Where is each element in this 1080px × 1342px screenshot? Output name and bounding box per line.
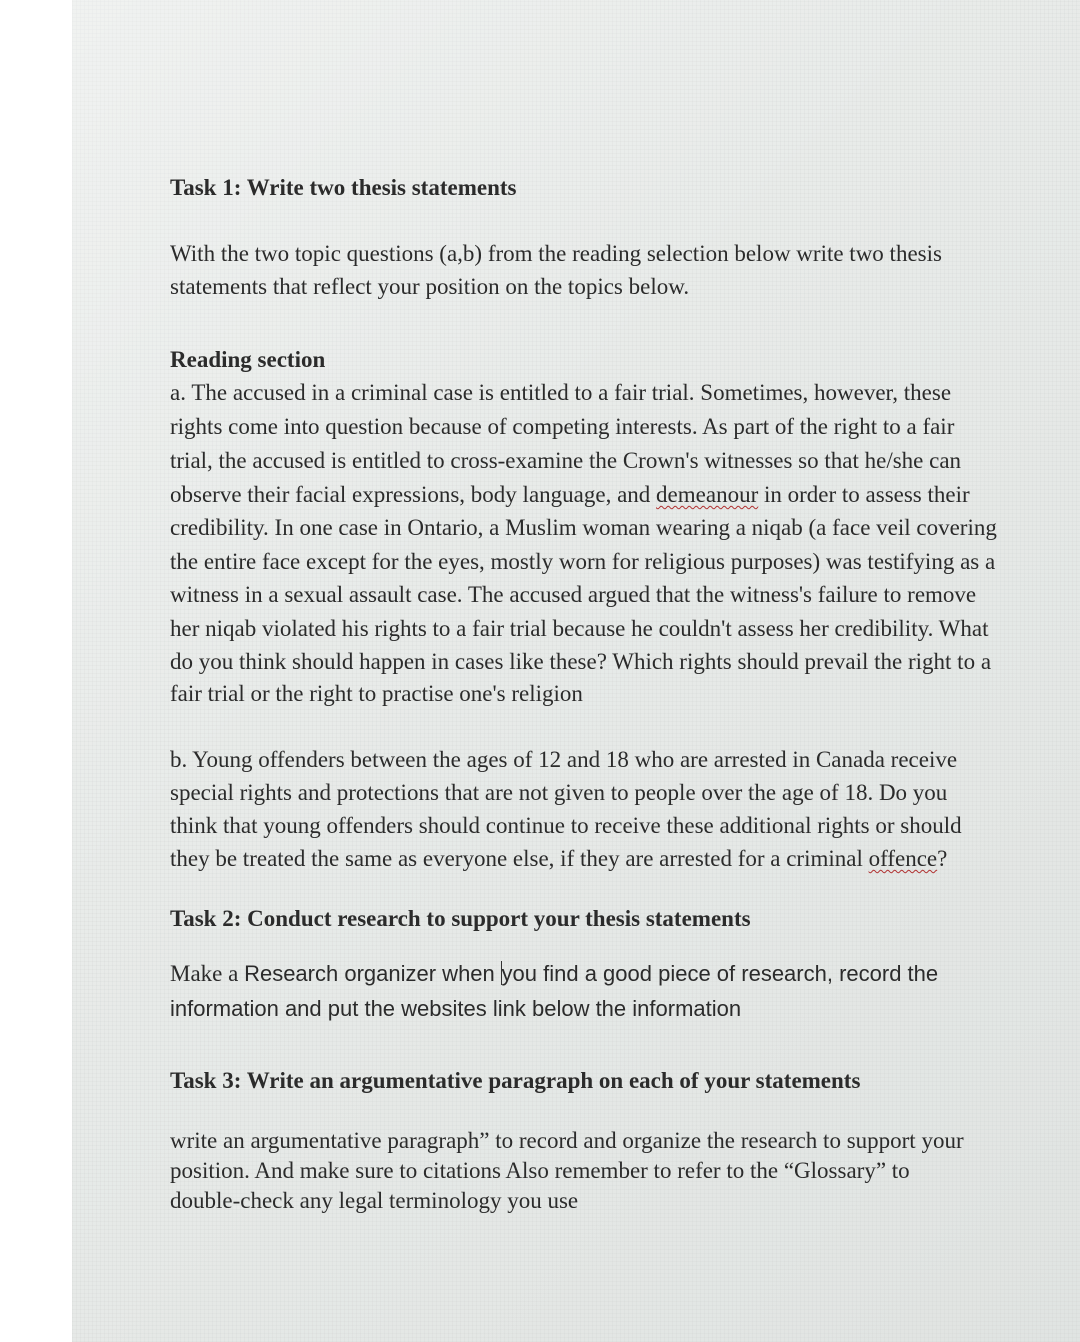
task1-intro-line: With the two topic questions (a,b) from the reading selection below write two thesis	[170, 241, 942, 266]
reading-b-line: think that young offenders should continue to receive these additional rights or should	[170, 813, 962, 838]
spellcheck-word[interactable]: demeanour	[656, 482, 759, 507]
reading-b-line: special rights and protections that are not given to people over the age of 18. Do you	[170, 780, 948, 805]
reading-a-line: fair trial or the right to practise one's religion	[170, 681, 583, 706]
reading-a-line: trial, the accused is entitled to cross-examine the Crown's witnesses so that he/she can	[170, 448, 962, 473]
reading-a-line: do you think should happen in cases like these? Which rights should prevail the right to a	[170, 649, 992, 674]
reading-a-line: credibility. In one case in Ontario, a Muslim woman wearing a niqab (a face veil covering	[170, 515, 997, 540]
reading-heading: Reading section	[170, 347, 326, 372]
reading-b-label: b.	[170, 747, 188, 772]
reading-b-line: b. Young offenders between the ages of 12 and 18 who are arrested in Canada receive	[170, 747, 958, 772]
task3-line: position. And make sure to citations Also remember to refer to the “Glossary” to	[170, 1158, 910, 1183]
reading-a-line: observe their facial expressions, body language, and demeanour in order to assess their	[170, 482, 970, 507]
task2-heading: Task 2: Conduct research to support your thesis statements	[170, 906, 751, 931]
spellcheck-word[interactable]: offence	[868, 846, 938, 871]
task3-line: write an argumentative paragraph” to record and organize the research to support your	[170, 1128, 964, 1153]
reading-a-line: the entire face except for the eyes, mostly worn for religious purposes) was testifying as a	[170, 549, 996, 574]
task1-heading: Task 1: Write two thesis statements	[170, 175, 517, 200]
reading-a-line: a. The accused in a criminal case is entitled to a fair trial. Sometimes, however, these	[170, 380, 952, 405]
task2-line: Make a Research organizer when you find a good piece of research, record the	[170, 961, 939, 986]
task1-intro-line: statements that reflect your position on the topics below.	[170, 274, 690, 299]
task3-line: double-check any legal terminology you use	[170, 1188, 579, 1213]
reading-a-line: rights come into question because of competing interests. As part of the right to a fair	[170, 414, 955, 439]
reading-b-line: they be treated the same as everyone else, if they are arrested for a criminal offence?	[170, 846, 948, 871]
reading-a-line: witness in a sexual assault case. The accused argued that the witness's failure to remove	[170, 582, 977, 607]
task3-heading: Task 3: Write an argumentative paragraph on each of your statements	[170, 1068, 861, 1093]
task2-line: information and put the websites link below the information	[170, 996, 742, 1021]
reading-a-label: a.	[170, 380, 186, 405]
reading-a-line: her niqab violated his rights to a fair trial because he couldn't assess her credibility. What	[170, 616, 989, 641]
